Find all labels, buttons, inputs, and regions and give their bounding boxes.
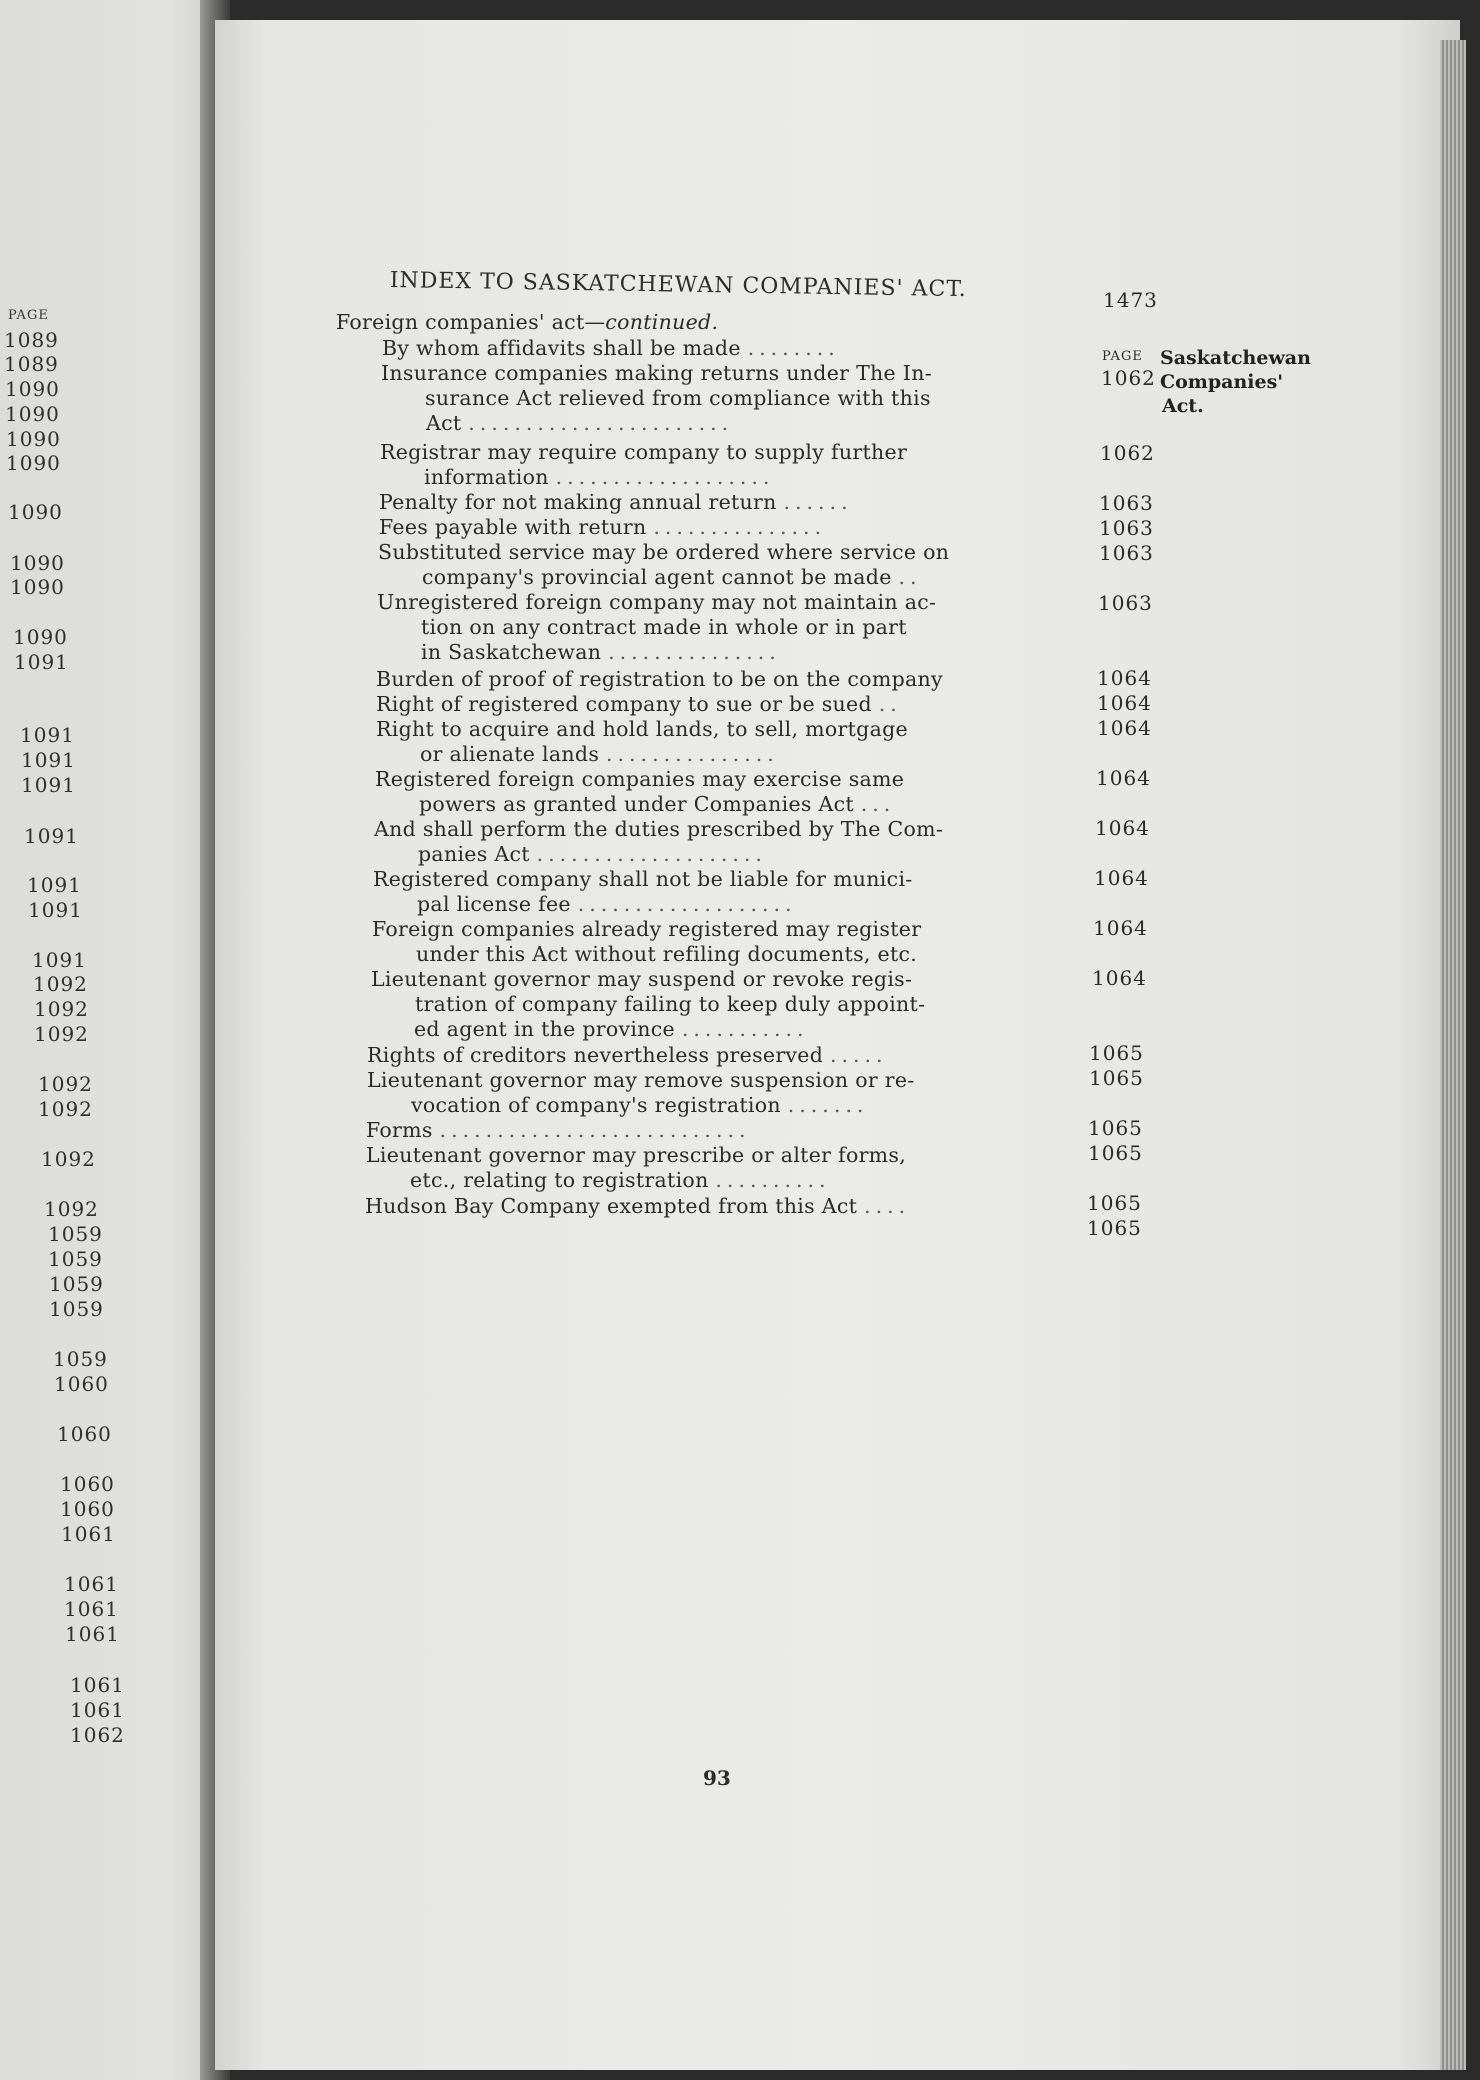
entry-text: pal license fee — [417, 892, 571, 916]
entry-text: ed agent in the province — [414, 1017, 675, 1041]
index-entry — [379, 515, 826, 539]
entry-text: information — [424, 465, 549, 489]
left-page-number: 1091 — [32, 948, 87, 972]
entry-text: Fees payable with return — [379, 515, 647, 539]
entry-text: company's provincial agent cannot be made — [422, 565, 892, 589]
index-entry — [382, 336, 840, 360]
index-entry — [367, 1068, 915, 1092]
index-entry — [419, 792, 895, 816]
index-entry — [424, 465, 774, 489]
entry-text: or alienate lands — [420, 742, 600, 766]
leader-dots: .................... — [536, 842, 767, 866]
entry-text: tration of company failing to keep duly appoint- — [415, 992, 926, 1016]
left-page-number: 1090 — [10, 575, 65, 599]
index-entry — [418, 842, 767, 866]
index-entry — [376, 692, 902, 716]
index-entry — [366, 1118, 751, 1142]
leader-dots: ........... — [681, 1017, 809, 1041]
left-page-number: 1090 — [10, 551, 65, 575]
page-reference: 1064 — [1097, 716, 1152, 740]
index-entry — [410, 1168, 831, 1192]
leader-dots: .. — [898, 565, 922, 589]
index-entry — [381, 361, 932, 385]
left-page-number: 1061 — [64, 1572, 119, 1596]
index-entry — [365, 1194, 910, 1218]
left-page-number: 1091 — [21, 773, 76, 797]
left-page-number: 1060 — [60, 1472, 115, 1496]
entry-text: Hudson Bay Company exempted from this Act — [365, 1194, 858, 1218]
page-reference: 1063 — [1099, 516, 1154, 540]
left-page-number: 1091 — [21, 748, 76, 772]
entry-text: Lieutenant governor may prescribe or alter forms, — [366, 1143, 907, 1167]
index-entry — [377, 590, 936, 614]
leader-dots: ....................... — [468, 411, 734, 435]
page-reference: 1065 — [1088, 1116, 1143, 1140]
main-heading-text: Foreign companies' act— — [336, 310, 606, 334]
page-reference: 1064 — [1094, 866, 1149, 890]
page-title: INDEX TO SASKATCHEWAN COMPANIES' ACT. — [389, 268, 967, 303]
page-reference: 1064 — [1093, 916, 1148, 940]
index-entry — [371, 967, 912, 991]
left-page-number: 1090 — [8, 500, 63, 524]
entry-text: Rights of creditors nevertheless preserved — [367, 1043, 824, 1067]
leader-dots: ................... — [555, 465, 775, 489]
left-page-number: 1092 — [34, 1022, 89, 1046]
index-entry — [421, 640, 781, 664]
left-page-number: 1061 — [64, 1597, 119, 1621]
page-reference: 1065 — [1087, 1216, 1142, 1240]
left-page-number: 1091 — [27, 873, 82, 897]
page-folio: 93 — [703, 1766, 731, 1790]
entry-text: surance Act relieved from compliance with this — [425, 386, 931, 410]
leader-dots: ............... — [608, 640, 781, 664]
left-page-number: 1092 — [38, 1072, 93, 1096]
left-page-header: PAGE — [8, 308, 49, 323]
left-page-number: 1090 — [5, 402, 60, 426]
index-entry — [376, 717, 908, 741]
index-entry — [411, 1093, 868, 1117]
index-entry — [422, 565, 922, 589]
left-page-number: 1090 — [6, 427, 61, 451]
page-reference: 1064 — [1096, 766, 1151, 790]
leader-dots: .......... — [715, 1168, 831, 1192]
sidenote-line: Act. — [1162, 395, 1204, 417]
entry-text: Act — [426, 411, 462, 435]
index-entry — [415, 992, 925, 1016]
leader-dots: ............... — [653, 515, 827, 539]
entry-text: Burden of proof of registration to be on the company — [376, 667, 943, 691]
index-entry — [379, 490, 853, 514]
sidenote-line: Saskatchewan — [1160, 347, 1311, 369]
leader-dots: ...... — [783, 490, 853, 514]
index-entry — [416, 942, 917, 966]
entry-text: Foreign companies already registered may register — [372, 917, 922, 941]
page-reference: 1065 — [1089, 1066, 1144, 1090]
entry-text: etc., relating to registration — [410, 1168, 709, 1192]
index-entry — [375, 767, 904, 791]
entry-text: Unregistered foreign company may not maintain ac- — [377, 590, 937, 614]
leader-dots: ........ — [747, 336, 840, 360]
page-number: 1473 — [1103, 288, 1158, 312]
left-page-number: 1060 — [60, 1497, 115, 1521]
left-page-number: 1059 — [49, 1272, 104, 1296]
entry-text: Registered foreign companies may exercise same — [375, 767, 905, 791]
left-page-number: 1091 — [14, 650, 69, 674]
page-reference: 1064 — [1095, 816, 1150, 840]
main-heading-continued: continued. — [605, 310, 719, 334]
left-page-number: 1092 — [41, 1147, 96, 1171]
page-reference: 1062 — [1100, 441, 1155, 465]
page-reference: 1064 — [1092, 966, 1147, 990]
left-page-number: 1090 — [13, 625, 68, 649]
index-entry — [372, 917, 921, 941]
left-page-number: 1092 — [33, 972, 88, 996]
left-page-number: 1089 — [4, 328, 59, 352]
leader-dots: ..... — [829, 1043, 888, 1067]
left-page-number: 1059 — [48, 1247, 103, 1271]
entry-text: under this Act without refiling documents, etc. — [416, 942, 918, 966]
left-page-number: 1061 — [70, 1698, 125, 1722]
left-page-number: 1059 — [48, 1222, 103, 1246]
leader-dots: ........................... — [439, 1118, 751, 1142]
index-entry — [374, 817, 943, 841]
entry-text: powers as granted under Companies Act — [419, 792, 854, 816]
index-entry — [426, 411, 733, 435]
entry-text: Forms — [366, 1118, 433, 1142]
left-page-number: 1090 — [5, 377, 60, 401]
leader-dots: ................... — [577, 892, 797, 916]
leader-dots: ............... — [606, 742, 779, 766]
left-page-number: 1092 — [38, 1097, 93, 1121]
entry-text: Right of registered company to sue or be sued — [376, 692, 872, 716]
left-page-number: 1061 — [61, 1522, 116, 1546]
entry-text: Right to acquire and hold lands, to sell, mortgage — [376, 717, 908, 741]
index-entry — [417, 892, 797, 916]
sidenote-line: Companies' — [1160, 371, 1284, 393]
leader-dots: ....... — [787, 1093, 869, 1117]
entry-text: Registrar may require company to supply further — [380, 440, 908, 464]
page-reference: 1065 — [1088, 1141, 1143, 1165]
entry-text: And shall perform the duties prescribed by The Com- — [374, 817, 944, 841]
index-entry — [425, 386, 931, 410]
main-heading — [336, 310, 718, 334]
index-entry — [421, 615, 907, 639]
page-reference: 1063 — [1098, 591, 1153, 615]
left-page-number: 1091 — [28, 898, 83, 922]
entry-text: Insurance companies making returns under The In- — [381, 361, 932, 385]
left-page-number: 1091 — [24, 824, 79, 848]
leader-dots: .... — [864, 1194, 911, 1218]
leader-dots: .. — [878, 692, 902, 716]
left-page-number: 1060 — [54, 1372, 109, 1396]
page-reference: 1063 — [1099, 541, 1154, 565]
page-reference: 1064 — [1097, 666, 1152, 690]
left-page-number: 1061 — [70, 1673, 125, 1697]
entry-text: Substituted service may be ordered where service on — [378, 540, 950, 564]
index-entry — [376, 667, 943, 691]
page-reference: 1063 — [1099, 491, 1154, 515]
left-page-number: 1062 — [70, 1723, 125, 1747]
entry-text: By whom affidavits shall be made — [382, 336, 741, 360]
entry-text: panies Act — [418, 842, 530, 866]
entry-text: Registered company shall not be liable for munici- — [373, 867, 913, 891]
entry-text: vocation of company's registration — [411, 1093, 781, 1117]
left-page-number: 1059 — [49, 1297, 104, 1321]
left-page-number: 1061 — [65, 1622, 120, 1646]
entry-text: Lieutenant governor may remove suspension or re- — [367, 1068, 915, 1092]
left-page-number: 1090 — [6, 451, 61, 475]
index-entry — [378, 540, 949, 564]
entry-text: tion on any contract made in whole or in part — [421, 615, 907, 639]
index-entry — [420, 742, 779, 766]
page-reference: 1062 — [1101, 366, 1156, 390]
leader-dots: ... — [860, 792, 896, 816]
index-entry — [367, 1043, 888, 1067]
index-entry — [373, 867, 913, 891]
entry-text: Penalty for not making annual return — [379, 490, 777, 514]
index-entry — [414, 1017, 809, 1041]
entry-text: in Saskatchewan — [421, 640, 602, 664]
page-column-label: PAGE — [1102, 349, 1143, 364]
page-reference: 1064 — [1097, 691, 1152, 715]
index-entry — [380, 440, 907, 464]
page-reference: 1065 — [1087, 1191, 1142, 1215]
left-page-number: 1059 — [53, 1347, 108, 1371]
left-page-number: 1089 — [4, 352, 59, 376]
margin-sidenote — [1160, 346, 1311, 418]
entry-text: Lieutenant governor may suspend or revoke regis- — [371, 967, 913, 991]
left-page-number: 1092 — [44, 1197, 99, 1221]
left-page-number: 1092 — [34, 997, 89, 1021]
page-reference: 1065 — [1089, 1041, 1144, 1065]
left-page-number: 1060 — [57, 1422, 112, 1446]
index-entry — [366, 1143, 906, 1167]
left-page-number: 1091 — [20, 723, 75, 747]
